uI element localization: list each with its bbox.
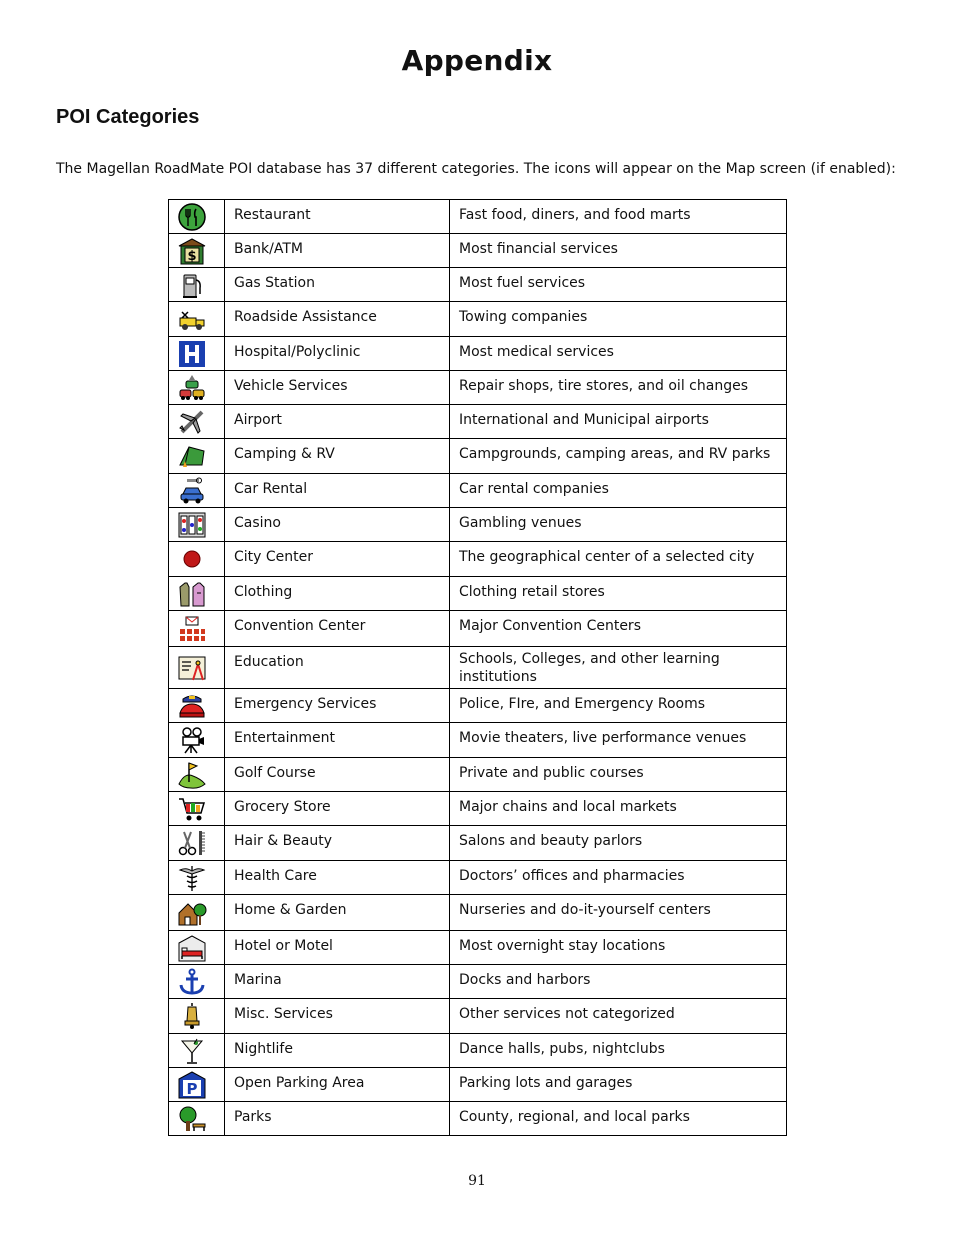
icon-cell xyxy=(169,234,225,268)
category-description: The geographical center of a selected city xyxy=(450,542,787,577)
category-name: Nightlife xyxy=(225,1034,450,1068)
category-description: Salons and beauty parlors xyxy=(450,826,787,861)
table-row xyxy=(169,542,787,577)
category-name: Roadside Assistance xyxy=(225,302,450,337)
table-row xyxy=(169,723,787,758)
category-name: Hotel or Motel xyxy=(225,931,450,965)
car-key-icon xyxy=(177,476,207,506)
icon-cell xyxy=(169,371,225,405)
category-description: Major chains and local markets xyxy=(450,792,787,826)
hotel-bed-icon xyxy=(177,933,207,963)
category-description: Most fuel services xyxy=(450,268,787,302)
icon-cell xyxy=(169,577,225,611)
gas-pump-icon xyxy=(177,270,207,300)
icon-cell xyxy=(169,200,225,234)
category-name: Restaurant xyxy=(225,200,450,234)
category-description: Most medical services xyxy=(450,337,787,371)
bell-icon xyxy=(177,1001,207,1031)
table-row xyxy=(169,234,787,268)
slot-machine-icon xyxy=(177,510,207,540)
golf-flag-icon xyxy=(177,760,207,790)
airplane-icon xyxy=(177,407,207,437)
tow-truck-icon xyxy=(177,304,207,334)
anchor-icon xyxy=(177,967,207,997)
icon-cell xyxy=(169,302,225,337)
category-description: County, regional, and local parks xyxy=(450,1102,787,1136)
category-description: International and Municipal airports xyxy=(450,405,787,439)
category-name: Bank/ATM xyxy=(225,234,450,268)
category-description: Major Convention Centers xyxy=(450,611,787,647)
category-description: Dance halls, pubs, nightclubs xyxy=(450,1034,787,1068)
table-row xyxy=(169,302,787,337)
category-name: Education xyxy=(225,647,450,689)
category-name: Home & Garden xyxy=(225,895,450,931)
category-name: Hair & Beauty xyxy=(225,826,450,861)
icon-cell xyxy=(169,647,225,689)
table-row xyxy=(169,1068,787,1102)
category-description: Police, FIre, and Emergency Rooms xyxy=(450,689,787,723)
icon-cell xyxy=(169,474,225,508)
icon-cell xyxy=(169,611,225,647)
clothing-icon xyxy=(177,579,207,609)
house-tree-icon xyxy=(177,898,207,928)
table-row xyxy=(169,826,787,861)
category-name: Vehicle Services xyxy=(225,371,450,405)
icon-cell xyxy=(169,337,225,371)
icon-cell xyxy=(169,405,225,439)
table-row xyxy=(169,792,787,826)
icon-cell xyxy=(169,1034,225,1068)
vehicle-services-icon xyxy=(177,373,207,403)
svg-text:$: $ xyxy=(187,248,197,264)
table-row xyxy=(169,577,787,611)
icon-cell xyxy=(169,439,225,474)
category-name: Car Rental xyxy=(225,474,450,508)
icon-cell xyxy=(169,542,225,577)
table-row xyxy=(169,689,787,723)
bank-atm-icon xyxy=(177,236,207,266)
category-name: Open Parking Area xyxy=(225,1068,450,1102)
icon-cell xyxy=(169,689,225,723)
table-row xyxy=(169,895,787,931)
icon-cell xyxy=(169,999,225,1034)
category-name: Health Care xyxy=(225,861,450,895)
icon-cell xyxy=(169,508,225,542)
category-description: Towing companies xyxy=(450,302,787,337)
category-name: City Center xyxy=(225,542,450,577)
icon-cell xyxy=(169,1102,225,1136)
table-row xyxy=(169,861,787,895)
scissors-comb-icon xyxy=(177,828,207,858)
icon-cell xyxy=(169,1068,225,1102)
table-row xyxy=(169,758,787,792)
table-row xyxy=(169,439,787,474)
section-title: POI Categories xyxy=(56,106,200,128)
category-name: Grocery Store xyxy=(225,792,450,826)
category-description: Movie theaters, live performance venues xyxy=(450,723,787,758)
category-name: Camping & RV xyxy=(225,439,450,474)
table-row xyxy=(169,1034,787,1068)
table-row xyxy=(169,200,787,234)
category-description: Car rental companies xyxy=(450,474,787,508)
category-description: Clothing retail stores xyxy=(450,577,787,611)
page-title: Appendix xyxy=(401,44,553,77)
icon-cell xyxy=(169,758,225,792)
cocktail-icon xyxy=(177,1036,207,1066)
category-name: Marina xyxy=(225,965,450,999)
category-description: Most financial services xyxy=(450,234,787,268)
category-name: Airport xyxy=(225,405,450,439)
category-name: Hospital/Polyclinic xyxy=(225,337,450,371)
category-name: Gas Station xyxy=(225,268,450,302)
convention-center-icon xyxy=(177,614,207,644)
city-center-dot-icon xyxy=(177,544,207,574)
table-row xyxy=(169,647,787,689)
category-description: Docks and harbors xyxy=(450,965,787,999)
movie-camera-icon xyxy=(177,725,207,755)
education-icon xyxy=(177,653,207,683)
icon-cell xyxy=(169,792,225,826)
table-row xyxy=(169,965,787,999)
icon-cell xyxy=(169,826,225,861)
category-name: Misc. Services xyxy=(225,999,450,1034)
table-row xyxy=(169,371,787,405)
icon-cell xyxy=(169,931,225,965)
category-name: Casino xyxy=(225,508,450,542)
category-name: Parks xyxy=(225,1102,450,1136)
emergency-icon xyxy=(177,691,207,721)
table-row xyxy=(169,405,787,439)
category-name: Clothing xyxy=(225,577,450,611)
icon-cell xyxy=(169,965,225,999)
table-row xyxy=(169,337,787,371)
category-description: Gambling venues xyxy=(450,508,787,542)
intro-paragraph: The Magellan RoadMate POI database has 37 different categories. The icons will appear on the Map screen (if enabled): xyxy=(56,161,896,177)
table-row xyxy=(169,999,787,1034)
tent-icon xyxy=(177,441,207,471)
table-row xyxy=(169,268,787,302)
category-description: Schools, Colleges, and other learning institutions xyxy=(450,647,787,689)
category-name: Entertainment xyxy=(225,723,450,758)
category-description: Fast food, diners, and food marts xyxy=(450,200,787,234)
svg-text:P: P xyxy=(186,1079,198,1098)
table-row xyxy=(169,611,787,647)
category-description: Private and public courses xyxy=(450,758,787,792)
restaurant-icon xyxy=(177,202,207,232)
shopping-cart-icon xyxy=(177,794,207,824)
hospital-icon xyxy=(177,339,207,369)
category-name: Golf Course xyxy=(225,758,450,792)
table-row xyxy=(169,474,787,508)
poi-categories-table xyxy=(168,199,787,1136)
caduceus-icon xyxy=(177,863,207,893)
icon-cell xyxy=(169,723,225,758)
category-name: Convention Center xyxy=(225,611,450,647)
icon-cell xyxy=(169,895,225,931)
category-description: Other services not categorized xyxy=(450,999,787,1034)
park-tree-icon xyxy=(177,1104,207,1134)
category-description: Doctors’ offices and pharmacies xyxy=(450,861,787,895)
icon-cell xyxy=(169,268,225,302)
category-description: Campgrounds, camping areas, and RV parks xyxy=(450,439,787,474)
category-description: Repair shops, tire stores, and oil changes xyxy=(450,371,787,405)
category-name: Emergency Services xyxy=(225,689,450,723)
table-row xyxy=(169,931,787,965)
icon-cell xyxy=(169,861,225,895)
page-number: 91 xyxy=(468,1173,486,1189)
parking-icon xyxy=(177,1070,207,1100)
table-row xyxy=(169,1102,787,1136)
category-description: Nurseries and do-it-yourself centers xyxy=(450,895,787,931)
table-row xyxy=(169,508,787,542)
category-description: Most overnight stay locations xyxy=(450,931,787,965)
category-description: Parking lots and garages xyxy=(450,1068,787,1102)
